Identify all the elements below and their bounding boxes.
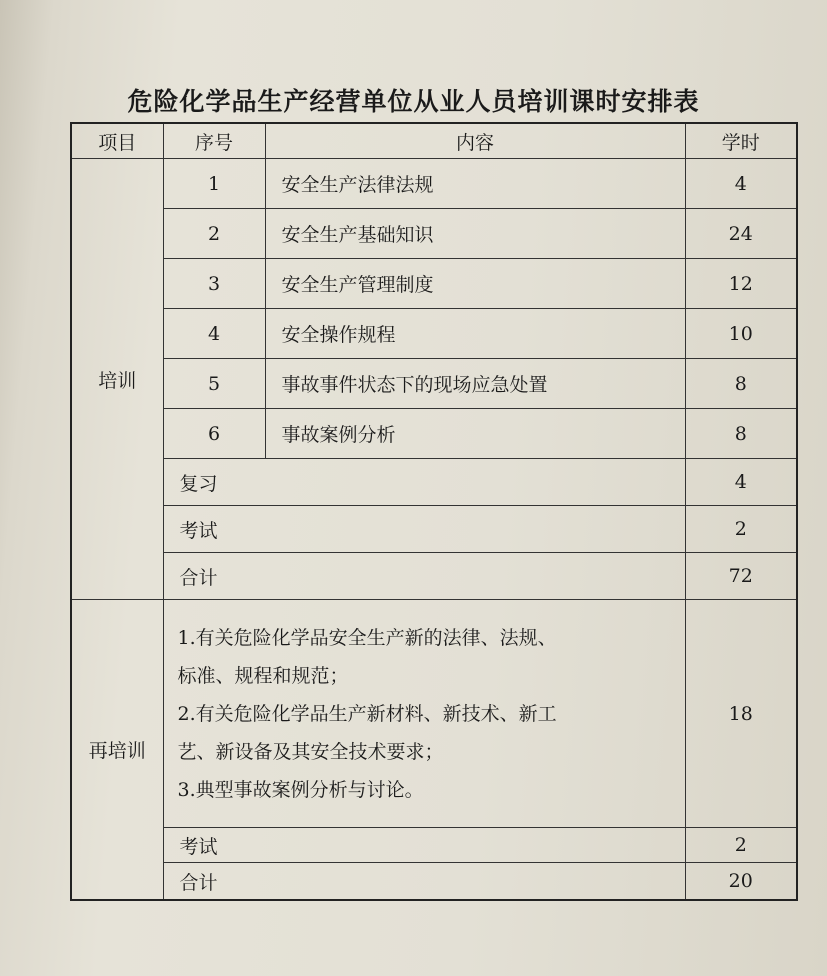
retraining-hours: 18 [685, 600, 797, 828]
item-number: 3 [163, 259, 265, 309]
review-hours: 4 [685, 459, 797, 506]
item-hours: 24 [685, 209, 797, 259]
table-row [71, 309, 797, 359]
retraining-content [163, 600, 685, 828]
item-number: 1 [163, 159, 265, 209]
total-hours: 72 [685, 553, 797, 600]
table-header-row [71, 123, 797, 159]
item-hours: 4 [685, 159, 797, 209]
item-hours: 10 [685, 309, 797, 359]
retraining-line: 1.有关危险化学品安全生产新的法律、法规、 [177, 626, 557, 649]
table-row [71, 259, 797, 309]
table-row-total [71, 553, 797, 600]
header-hours: 学时 [685, 123, 797, 159]
item-number: 2 [163, 209, 265, 259]
item-content: 事故事件状态下的现场应急处置 [265, 359, 685, 409]
category-training: 培训 [71, 159, 163, 600]
retraining-line: 2.有关危险化学品生产新材料、新技术、新工 [177, 702, 557, 725]
table-row-retraining-exam [71, 828, 797, 863]
item-content: 安全生产基础知识 [265, 209, 685, 259]
header-category: 项目 [71, 123, 163, 159]
item-content: 安全操作规程 [265, 309, 685, 359]
table-row-exam [71, 506, 797, 553]
item-hours: 8 [685, 359, 797, 409]
header-number: 序号 [163, 123, 265, 159]
retraining-line: 标准、规程和规范； [177, 664, 349, 687]
table-row [71, 159, 797, 209]
item-number: 5 [163, 359, 265, 409]
table-row-retraining [71, 600, 797, 828]
page-title: 危险化学品生产经营单位从业人员培训课时安排表 [127, 87, 700, 116]
review-label: 复习 [163, 459, 685, 506]
retraining-exam-hours: 2 [685, 828, 797, 863]
item-content: 事故案例分析 [265, 409, 685, 459]
retraining-total-label: 合计 [163, 863, 685, 901]
table-row [71, 359, 797, 409]
training-hours-table [70, 122, 798, 901]
item-number: 6 [163, 409, 265, 459]
retraining-line: 3.典型事故案例分析与讨论。 [177, 778, 424, 801]
header-content: 内容 [265, 123, 685, 159]
retraining-exam-label: 考试 [163, 828, 685, 863]
item-content: 安全生产管理制度 [265, 259, 685, 309]
retraining-line: 艺、新设备及其安全技术要求； [177, 740, 444, 763]
table-row [71, 409, 797, 459]
exam-label: 考试 [163, 506, 685, 553]
exam-hours: 2 [685, 506, 797, 553]
total-label: 合计 [163, 553, 685, 600]
table-row [71, 209, 797, 259]
item-number: 4 [163, 309, 265, 359]
item-hours: 8 [685, 409, 797, 459]
table-row-review [71, 459, 797, 506]
table-row-retraining-total [71, 863, 797, 901]
item-content: 安全生产法律法规 [265, 159, 685, 209]
item-hours: 12 [685, 259, 797, 309]
retraining-total-hours: 20 [685, 863, 797, 901]
category-retraining: 再培训 [71, 600, 163, 901]
